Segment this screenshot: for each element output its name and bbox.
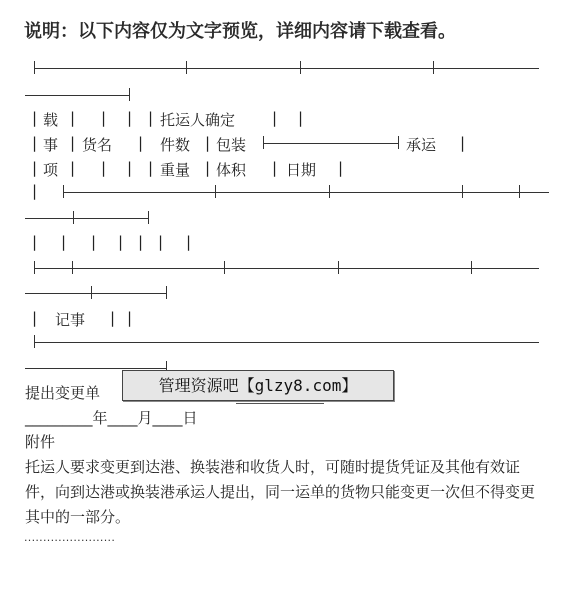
- cell-shipper-confirm: 托运人确定: [160, 111, 236, 129]
- site-watermark: 管理资源吧【glzy8.com】: [122, 370, 394, 401]
- change-paragraph: 托运人要求变更到达港、换装港和收货人时，可随时提货凭证及其他有效证件，向到达港或换装港承运人提出，同一运单的货物只能变更一次但不得变更其中的一部分。: [25, 458, 536, 526]
- cell-packing: 包装: [216, 136, 247, 154]
- cell-remark: 记事: [55, 311, 86, 329]
- cell-shi: 事: [43, 136, 59, 154]
- cell-goods-name: 货名: [82, 136, 113, 154]
- cell-zai: 载: [43, 111, 59, 129]
- cell-date: 日期: [286, 161, 317, 179]
- cell-weight: 重量: [160, 161, 191, 179]
- cell-volume: 体积: [216, 161, 247, 179]
- submit-change-line: 提出变更单: [25, 384, 101, 402]
- cell-xiang: 项: [43, 161, 59, 179]
- preview-notice: 说明：以下内容仅为文字预览，详细内容请下载查看。: [24, 21, 456, 42]
- attachment-label: 附件: [25, 433, 56, 451]
- date-line: _________年____月____日: [25, 409, 198, 427]
- trailing-dots: ························: [24, 534, 116, 547]
- cell-carrier: 承运: [406, 136, 437, 154]
- cell-piece-count: 件数: [160, 136, 191, 154]
